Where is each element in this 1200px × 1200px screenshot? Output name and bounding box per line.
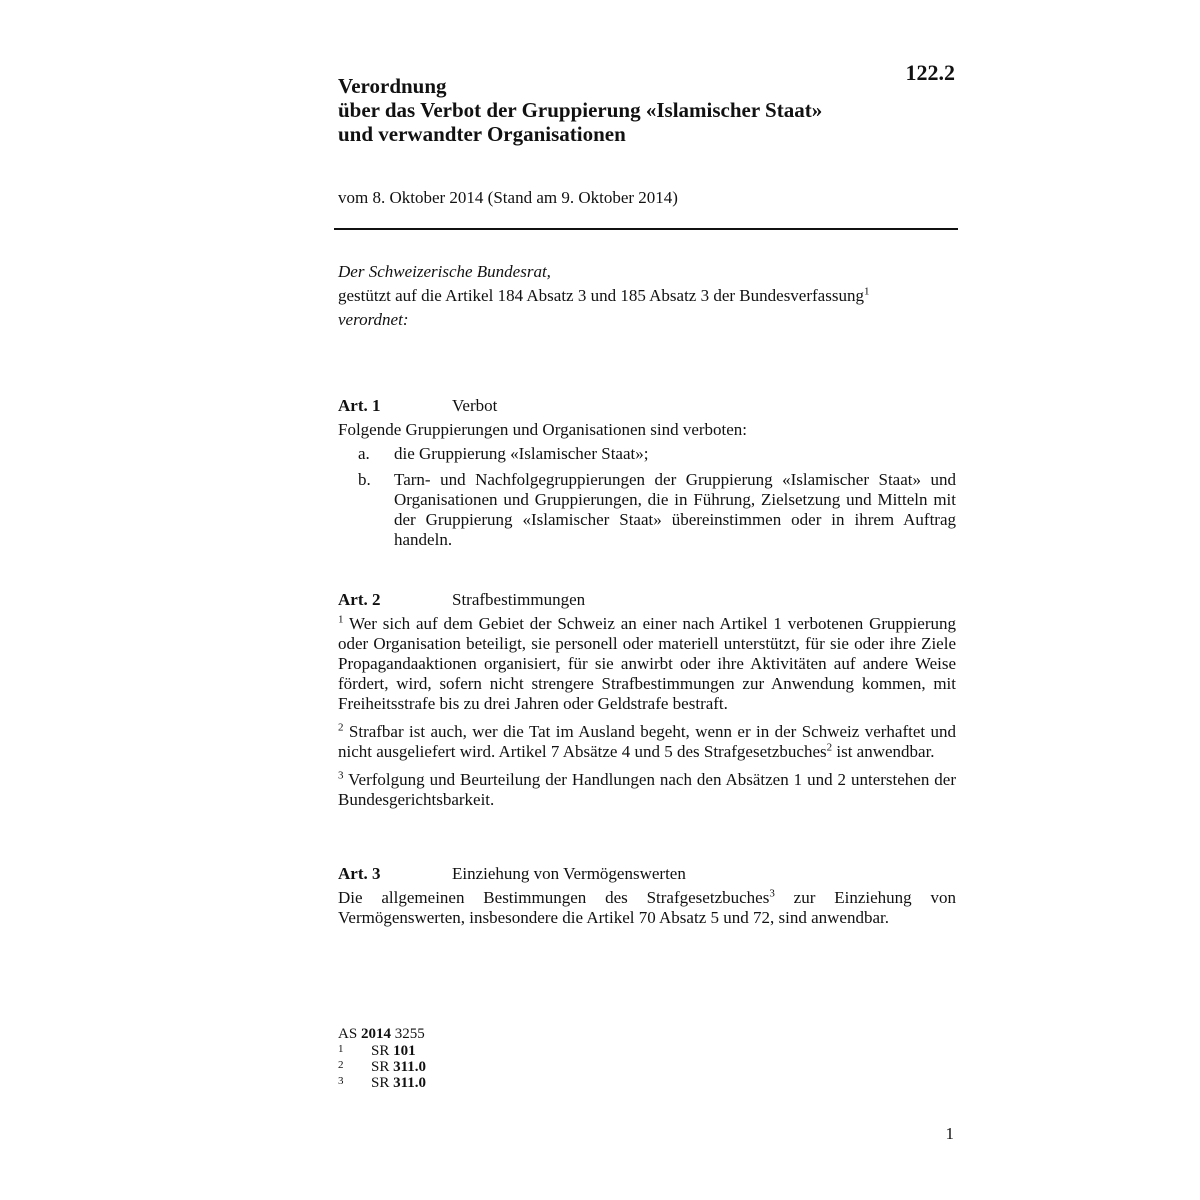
footnote-ref-1[interactable]: 1 bbox=[863, 285, 870, 298]
paragraph-text-end: ist anwendbar. bbox=[832, 742, 935, 761]
article-heading bbox=[338, 396, 956, 416]
article-number: Art. 3 bbox=[338, 864, 381, 883]
preamble-basis bbox=[338, 284, 956, 308]
title-line-2: über das Verbot der Gruppierung «Islamischer Staat» bbox=[338, 98, 823, 122]
footnote-item bbox=[338, 1043, 738, 1059]
page-number: 1 bbox=[945, 1124, 954, 1143]
preamble-basis-text: gestützt auf die Artikel 184 Absatz 3 und 185 Absatz 3 der Bundesverfassung bbox=[338, 286, 864, 305]
article-intro: Folgende Gruppierungen und Organisationen sind verboten: bbox=[338, 420, 748, 439]
article-number: Art. 2 bbox=[338, 590, 381, 609]
article-title: Einziehung von Vermögenswerten bbox=[452, 864, 686, 883]
title-line-3: und verwandter Organisationen bbox=[338, 122, 626, 146]
article-2 bbox=[338, 590, 956, 818]
paragraph-text: Strafbar ist auch, wer die Tat im Ausland begeht, wenn er in der Schweiz verhaftet und nicht ausgeliefert wird. Artikel 7 Absätze 4 und 5 des Strafgesetzbuches bbox=[338, 722, 956, 761]
as-year: 2014 bbox=[360, 1026, 391, 1042]
date-line: vom 8. Oktober 2014 (Stand am 9. Oktober 2014) bbox=[338, 188, 678, 207]
list-letter: b. bbox=[358, 470, 371, 489]
paragraph-text: Verfolgung und Beurteilung der Handlungen nach den Absätzen 1 und 2 unterstehen der Bundesgerichtsbarkeit. bbox=[338, 770, 956, 809]
paragraph-number: 3 bbox=[338, 769, 344, 782]
footnote-ref: 101 bbox=[393, 1043, 416, 1059]
paragraph-number: 2 bbox=[338, 721, 344, 734]
official-compilation-ref bbox=[338, 1026, 738, 1043]
footnote-text bbox=[371, 1043, 416, 1059]
paragraph-1 bbox=[338, 614, 956, 714]
article-heading bbox=[338, 590, 956, 610]
article-1 bbox=[338, 396, 956, 556]
footnote-text bbox=[371, 1059, 426, 1075]
sr-number: 122.2 bbox=[905, 60, 955, 85]
footnote-number: 1 bbox=[338, 1043, 344, 1055]
paragraph-text: Wer sich auf dem Gebiet der Schweiz an einer nach Artikel 1 verbotenen Gruppierung oder Organisation beteiligt, sie personell oder materiell unterstützt, für sie oder ihre Ziele Propagandaaktionen organisiert, für sie anwirbt oder ihre Aktivitäten auf andere Weise fördert, wird, sofern nicht strengere Strafbestimmungen zur Anwendung kommen, mit Freiheitsstrafe bis zu drei Jahren oder Geldstrafe bestraft. bbox=[338, 614, 956, 713]
paragraph-2 bbox=[338, 722, 956, 762]
footnote-prefix: SR bbox=[371, 1043, 390, 1059]
footnote-item bbox=[338, 1075, 738, 1091]
document-title bbox=[338, 74, 938, 146]
list-text: die Gruppierung «Islamischer Staat»; bbox=[394, 444, 649, 463]
article-title: Strafbestimmungen bbox=[452, 590, 586, 609]
article-text-end: zur Einziehung von Vermögenswerten, insbesondere die Artikel 70 Absatz 5 und 72, sind anwendbar. bbox=[338, 888, 956, 927]
footnotes bbox=[338, 1026, 738, 1091]
article-heading bbox=[338, 864, 956, 884]
paragraph-number: 1 bbox=[338, 613, 344, 626]
preamble-decree: verordnet: bbox=[338, 310, 409, 329]
preamble bbox=[338, 260, 956, 332]
footnote-ref-3[interactable]: 3 bbox=[769, 887, 775, 900]
footnote-text bbox=[371, 1075, 426, 1091]
footnote-prefix: SR bbox=[371, 1075, 390, 1091]
as-prefix: AS bbox=[338, 1026, 358, 1042]
article-list bbox=[338, 444, 956, 550]
title-divider bbox=[334, 228, 958, 230]
article-3 bbox=[338, 864, 956, 936]
footnote-item bbox=[338, 1059, 738, 1075]
paragraph-3 bbox=[338, 770, 956, 810]
article-text bbox=[338, 888, 956, 928]
article-number: Art. 1 bbox=[338, 396, 381, 415]
footnote-ref: 311.0 bbox=[393, 1059, 427, 1075]
article-title: Verbot bbox=[452, 396, 498, 415]
footnote-prefix: SR bbox=[371, 1059, 390, 1075]
footnote-ref: 311.0 bbox=[393, 1075, 427, 1091]
footnote-number: 2 bbox=[338, 1059, 344, 1071]
list-item bbox=[338, 444, 956, 464]
preamble-authority: Der Schweizerische Bundesrat, bbox=[338, 262, 551, 281]
list-letter: a. bbox=[358, 444, 370, 463]
article-text-start: Die allgemeinen Bestimmungen des Strafgesetzbuches bbox=[338, 888, 770, 907]
list-item bbox=[338, 470, 956, 550]
title-line-1: Verordnung bbox=[338, 74, 447, 98]
as-page: 3255 bbox=[394, 1026, 425, 1042]
list-text: Tarn- und Nachfolgegruppierungen der Gruppierung «Islamischer Staat» und Organisationen und Gruppierungen, die in Führung, Zielsetzung und Mitteln mit der Gruppierung «Islamischer Staat» übereinstimmen oder in ihrem Auftrag handeln. bbox=[394, 470, 956, 549]
footnote-ref-2[interactable]: 2 bbox=[826, 741, 833, 754]
footnote-number: 3 bbox=[338, 1075, 344, 1087]
